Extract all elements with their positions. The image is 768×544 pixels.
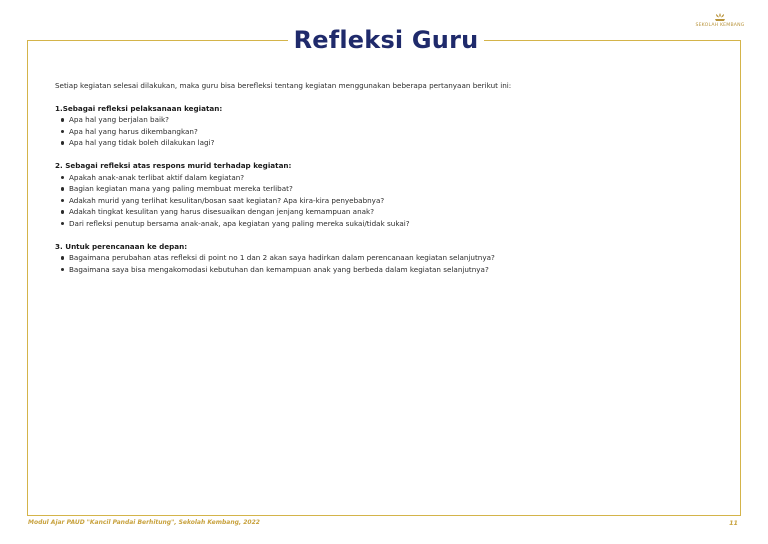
question-list [55,114,715,149]
bullet-icon [61,176,64,179]
intro-text: Setiap kegiatan selesai dilakukan, maka guru bisa berefleksi tentang kegiatan menggunakan beberapa pertanyaan berikut ini: [55,81,512,90]
list-item-text: Bagian kegiatan mana yang paling membuat mereka terlibat? [69,184,293,194]
bullet-icon [61,222,64,225]
page-title: Refleksi Guru [293,26,479,54]
bullet-icon [61,199,64,202]
list-item-text: Apa hal yang tidak boleh dilakukan lagi? [69,138,215,148]
bullet-icon [61,210,64,213]
question-list [55,252,715,275]
footer-caption: Modul Ajar PAUD "Kancil Pandai Berhitung", Sekolah Kembang, 2022 [28,519,260,526]
title-block [288,22,484,58]
section-heading: 3. Untuk perencanaan ke depan: [55,241,188,251]
logo-text: SEKOLAH KEMBANG [695,23,745,28]
page-number: 11 [729,519,738,527]
bullet-icon [61,187,64,190]
section-future-planning [55,241,715,276]
list-item [61,126,715,138]
list-item [61,264,715,276]
section-implementation [55,103,715,149]
section-heading: 2. Sebagai refleksi atas respons murid terhadap kegiatan: [55,160,292,170]
bullet-icon [61,141,64,144]
list-item-text: Apakah anak-anak terlibat aktif dalam kegiatan? [69,172,245,182]
list-item [61,183,715,195]
section-heading: 1.Sebagai refleksi pelaksanaan kegiatan: [55,103,223,113]
list-item-text: Adakah murid yang terlihat kesulitan/bosan saat kegiatan? Apa kira-kira penyebabnya? [69,195,385,205]
flower-logo-icon [713,12,727,22]
list-item [61,218,715,230]
list-item-text: Bagaimana perubahan atas refleksi di point no 1 dan 2 akan saya hadirkan dalam perencanaan kegiatan selanjutnya? [69,253,495,263]
list-item-text: Adakah tingkat kesulitan yang harus disesuaikan dengan jenjang kemampuan anak? [69,207,375,217]
bullet-icon [61,130,64,133]
bullet-icon [61,118,64,121]
question-list [55,172,715,230]
list-item [61,195,715,207]
school-logo [692,12,748,28]
section-student-response [55,160,715,230]
list-item [61,114,715,126]
list-item-text: Bagaimana saya bisa mengakomodasi kebutuhan dan kemampuan anak yang berbeda dalam kegiatan selanjutnya? [69,264,489,274]
reflection-content [55,80,715,286]
bullet-icon [61,268,64,271]
list-item-text: Dari refleksi penutup bersama anak-anak, apa kegiatan yang paling mereka sukai/tidak sukai? [69,218,410,228]
list-item [61,252,715,264]
list-item [61,137,715,149]
bullet-icon [61,256,64,259]
list-item [61,172,715,184]
list-item-text: Apa hal yang berjalan baik? [69,115,169,125]
list-item-text: Apa hal yang harus dikembangkan? [69,126,198,136]
list-item [61,206,715,218]
